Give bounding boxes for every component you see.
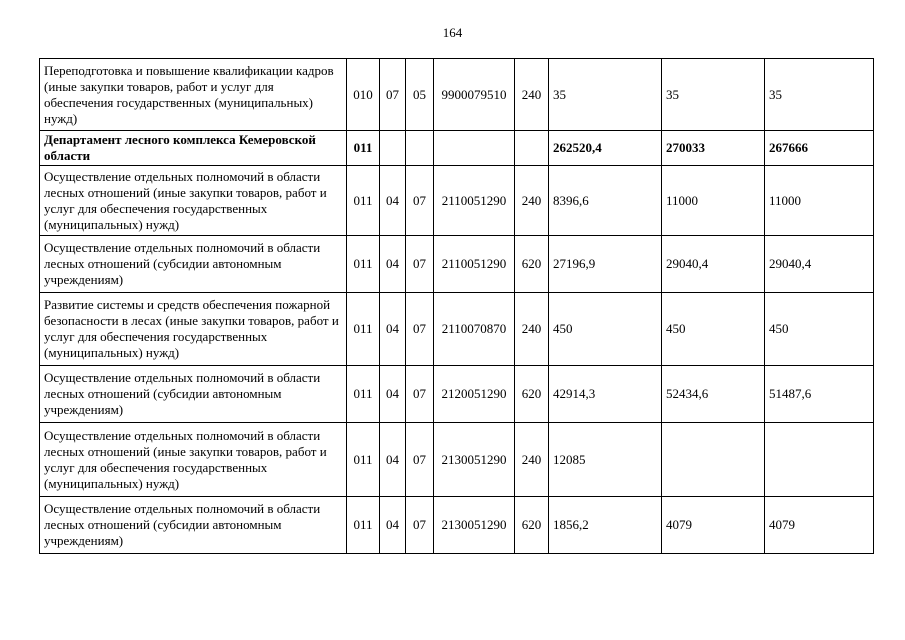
table-row <box>40 236 874 293</box>
table-row <box>40 59 874 131</box>
amount-year3-cell: 51487,6 <box>765 366 874 423</box>
amount-year1-cell: 8396,6 <box>549 166 662 236</box>
expense-type-cell: 620 <box>515 236 549 293</box>
article-code-cell: 2110051290 <box>434 166 515 236</box>
amount-year2-cell: 450 <box>662 293 765 366</box>
row-name-cell: Развитие системы и средств обеспечения пожарной безопасности в лесах (иные закупки товаров, работ и услуг для обеспечения государственных (муниципальных) нужд) <box>40 293 347 366</box>
ministry-code-cell: 011 <box>347 166 380 236</box>
table-row <box>40 497 874 554</box>
article-code-cell: 2120051290 <box>434 366 515 423</box>
expense-type-cell: 240 <box>515 59 549 131</box>
amount-year1-cell: 42914,3 <box>549 366 662 423</box>
article-code-cell: 2130051290 <box>434 423 515 497</box>
ministry-code-cell: 011 <box>347 131 380 166</box>
amount-year1-cell: 12085 <box>549 423 662 497</box>
amount-year3-cell: 450 <box>765 293 874 366</box>
budget-table <box>39 58 874 554</box>
table-row <box>40 423 874 497</box>
section-code-cell: 07 <box>380 59 406 131</box>
article-code-cell: 9900079510 <box>434 59 515 131</box>
row-name-cell: Переподготовка и повышение квалификации кадров (иные закупки товаров, работ и услуг для обеспечения государственных (муниципальных) нужд) <box>40 59 347 131</box>
amount-year1-cell: 262520,4 <box>549 131 662 166</box>
ministry-code-cell: 011 <box>347 423 380 497</box>
article-code-cell: 2130051290 <box>434 497 515 554</box>
amount-year1-cell: 35 <box>549 59 662 131</box>
subsection-code-cell: 07 <box>406 497 434 554</box>
section-code-cell <box>380 131 406 166</box>
section-code-cell: 04 <box>380 423 406 497</box>
amount-year3-cell: 11000 <box>765 166 874 236</box>
amount-year2-cell <box>662 423 765 497</box>
table-row <box>40 366 874 423</box>
row-name-cell: Осуществление отдельных полномочий в области лесных отношений (субсидии автономным учреждениям) <box>40 236 347 293</box>
amount-year3-cell: 29040,4 <box>765 236 874 293</box>
amount-year2-cell: 270033 <box>662 131 765 166</box>
subsection-code-cell: 05 <box>406 59 434 131</box>
ministry-code-cell: 010 <box>347 59 380 131</box>
row-name-cell: Осуществление отдельных полномочий в области лесных отношений (иные закупки товаров, работ и услуг для обеспечения государственных (муниципальных) нужд) <box>40 166 347 236</box>
page-number: 164 <box>442 25 463 40</box>
table-row <box>40 166 874 236</box>
expense-type-cell: 620 <box>515 366 549 423</box>
expense-type-cell <box>515 131 549 166</box>
row-name-cell: Департамент лесного комплекса Кемеровской области <box>40 131 347 166</box>
section-code-cell: 04 <box>380 293 406 366</box>
ministry-code-cell: 011 <box>347 236 380 293</box>
amount-year2-cell: 35 <box>662 59 765 131</box>
section-code-cell: 04 <box>380 366 406 423</box>
section-code-cell: 04 <box>380 166 406 236</box>
expense-type-cell: 620 <box>515 497 549 554</box>
subsection-code-cell <box>406 131 434 166</box>
subsection-code-cell: 07 <box>406 366 434 423</box>
amount-year3-cell: 35 <box>765 59 874 131</box>
amount-year1-cell: 450 <box>549 293 662 366</box>
row-name-cell: Осуществление отдельных полномочий в области лесных отношений (субсидии автономным учреждениям) <box>40 366 347 423</box>
subsection-code-cell: 07 <box>406 423 434 497</box>
amount-year3-cell <box>765 423 874 497</box>
amount-year2-cell: 52434,6 <box>662 366 765 423</box>
amount-year1-cell: 27196,9 <box>549 236 662 293</box>
expense-type-cell: 240 <box>515 166 549 236</box>
amount-year3-cell: 4079 <box>765 497 874 554</box>
article-code-cell <box>434 131 515 166</box>
subsection-code-cell: 07 <box>406 293 434 366</box>
subsection-code-cell: 07 <box>406 236 434 293</box>
row-name-cell: Осуществление отдельных полномочий в области лесных отношений (субсидии автономным учреждениям) <box>40 497 347 554</box>
article-code-cell: 2110070870 <box>434 293 515 366</box>
row-name-cell: Осуществление отдельных полномочий в области лесных отношений (иные закупки товаров, работ и услуг для обеспечения государственных (муниципальных) нужд) <box>40 423 347 497</box>
section-code-cell: 04 <box>380 236 406 293</box>
table-row <box>40 131 874 166</box>
ministry-code-cell: 011 <box>347 366 380 423</box>
table-row <box>40 293 874 366</box>
subsection-code-cell: 07 <box>406 166 434 236</box>
expense-type-cell: 240 <box>515 293 549 366</box>
expense-type-cell: 240 <box>515 423 549 497</box>
article-code-cell: 2110051290 <box>434 236 515 293</box>
amount-year2-cell: 29040,4 <box>662 236 765 293</box>
section-code-cell: 04 <box>380 497 406 554</box>
amount-year3-cell: 267666 <box>765 131 874 166</box>
amount-year2-cell: 4079 <box>662 497 765 554</box>
amount-year2-cell: 11000 <box>662 166 765 236</box>
ministry-code-cell: 011 <box>347 497 380 554</box>
ministry-code-cell: 011 <box>347 293 380 366</box>
amount-year1-cell: 1856,2 <box>549 497 662 554</box>
